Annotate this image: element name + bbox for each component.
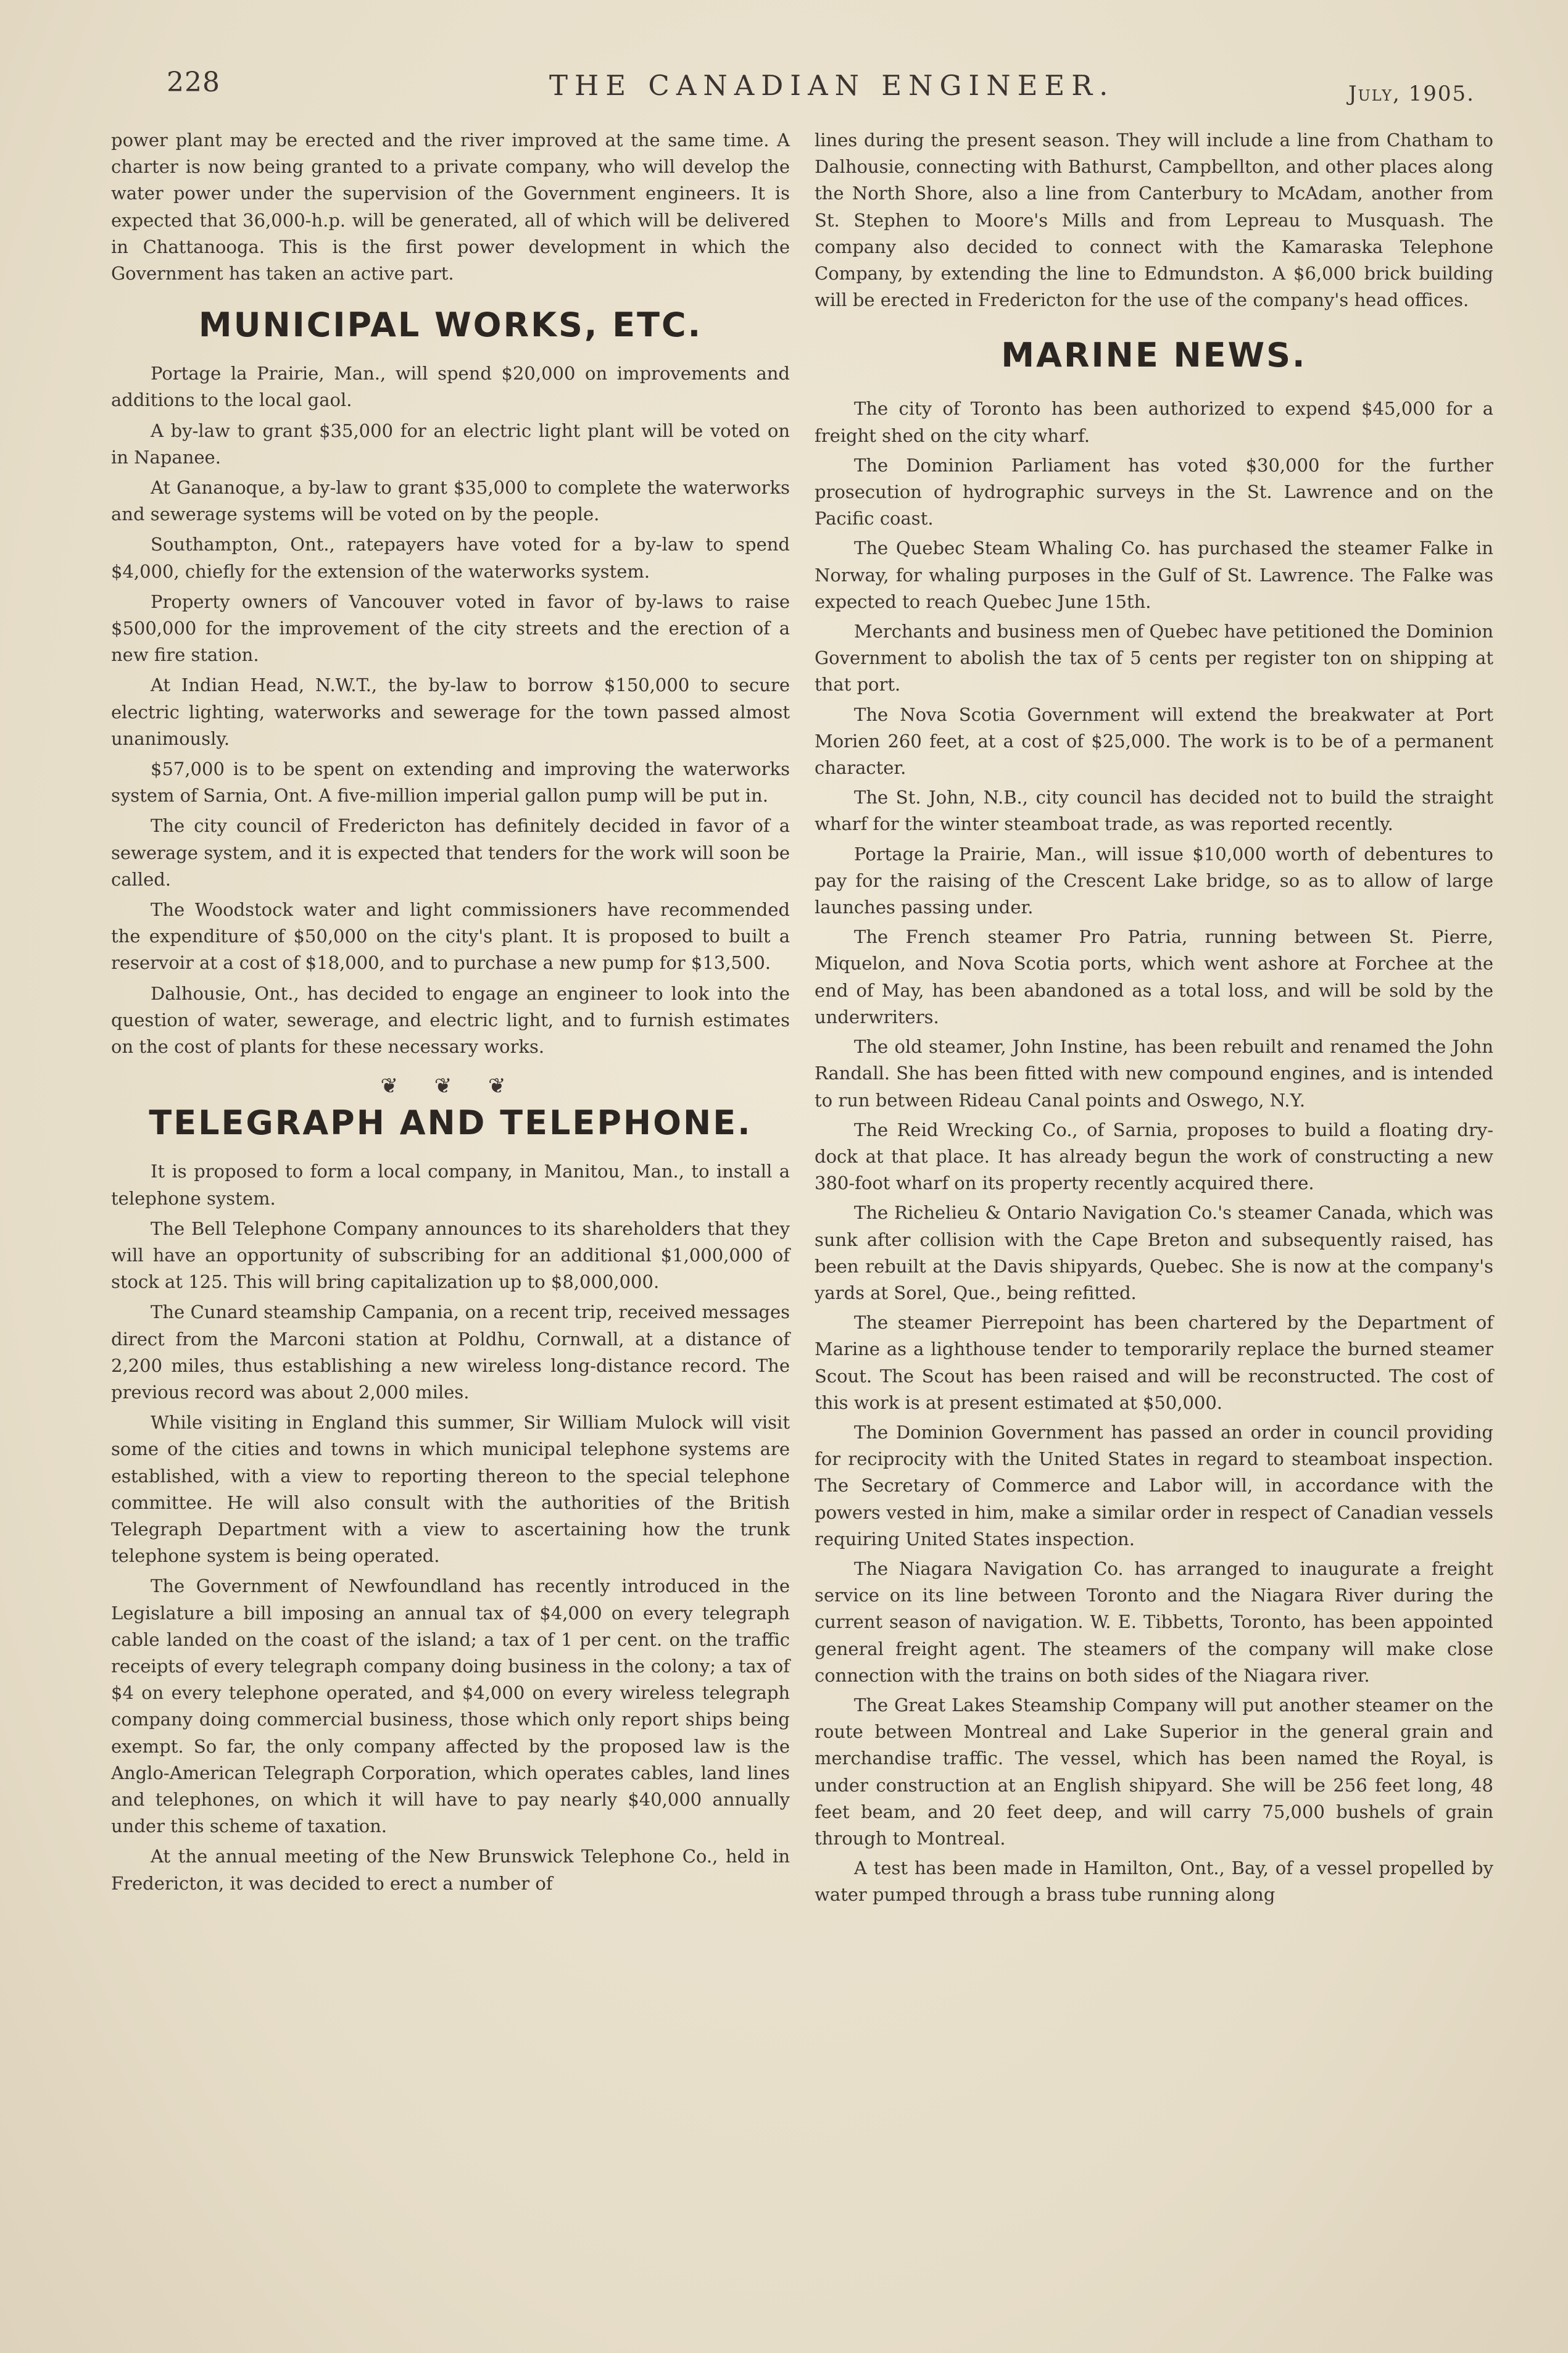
article-paragraph: While visiting in England this summer, Sir William Mulock will visit some of the cities and towns in which municipal telephone systems are established, with a view to reporting thereon to the special telephone committee. He will also consult with the authorities of the British Telegraph Department with a view to ascertaining how the trunk telephone system is being operated. [111, 1412, 790, 1567]
article-paragraph: The Nova Scotia Government will extend the breakwater at Port Morien 260 feet, at a cost of $25,000. The work is to be of a permanent character. [815, 703, 1493, 779]
article-paragraph: The French steamer Pro Patria, running between St. Pierre, Miquelon, and Nova Scotia ports, which went ashore at Forchee at the end of May, has been abandoned as a total loss, and will be sold by the underwriters. [815, 926, 1493, 1027]
municipal-works-heading: MUNICIPAL WORKS, ETC. [198, 305, 703, 345]
left-intro-paragraph: power plant may be erected and the river improved at the same time. A charter is now being granted to a private company, who will develop the water power under the supervision of the Government engineers. It is expected that 36,000-h.p. will be generated, all of which will be delivered in Chattanooga. This is the first power development in which the Government has taken an active part. [111, 130, 790, 284]
issue-date: July, 1905. [1348, 81, 1475, 106]
article-paragraph: It is proposed to form a local company, in Manitou, Man., to install a telephone system. [111, 1161, 790, 1209]
section-divider-ornament: ❦ ❦ ❦ [380, 1074, 521, 1099]
article-paragraph: At Gananoque, a by-law to grant $35,000 to complete the waterworks and sewerage systems will be voted on by the people. [111, 477, 790, 525]
article-paragraph: The Dominion Parliament has voted $30,000 for the further prosecution of hydrographic surveys in the St. Lawrence and on the Pacific coast. [815, 454, 1493, 529]
article-paragraph: Merchants and business men of Quebec have petitioned the Dominion Government to abolish the tax of 5 cents per register ton on shipping at that port. [815, 621, 1493, 695]
article-paragraph: Dalhousie, Ont., has decided to engage an engineer to look into the question of water, sewerage, and electric light, and to furnish estimates on the cost of plants for these necessary works. [111, 982, 790, 1058]
article-paragraph: Portage la Prairie, Man., will spend $20,000 on improvements and additions to the local gaol. [111, 363, 790, 411]
article-paragraph: A test has been made in Hamilton, Ont., Bay, of a vessel propelled by water pumped through a brass tube running along [815, 1857, 1493, 1906]
left-column [111, 127, 790, 1901]
right-intro-paragraph: lines during the present season. They will include a line from Chatham to Dalhousie, connecting with Bathurst, Campbellton, and other places along the North Shore, also a line from Canterbury to McAdam, another from St. Stephen to Moore's Mills and from Lepreau to Musquash. The company also decided to connect with the Kamaraska Telephone Company, by extending the line to Edmundston. A $6,000 brick building will be erected in Fredericton for the use of the company's head offices. [815, 130, 1493, 311]
article-paragraph: The Quebec Steam Whaling Co. has purchased the steamer Falke in Norway, for whaling purposes in the Gulf of St. Lawrence. The Falke was expected to reach Quebec June 15th. [815, 537, 1493, 612]
page-number: 228 [167, 67, 220, 98]
article-paragraph: The Bell Telephone Company announces to its shareholders that they will have an opportunity of subscribing for an additional $1,000,000 of stock at 125. This will bring capitalization up to $8,000,000. [111, 1218, 790, 1293]
page-header [167, 67, 1475, 110]
right-column [815, 127, 1493, 1912]
article-paragraph: At Indian Head, N.W.T., the by-law to borrow $150,000 to secure electric lighting, waterworks and sewerage for the town passed almost unanimously. [111, 674, 790, 749]
article-paragraph: The St. John, N.B., city council has decided not to build the straight wharf for the winter steamboat trade, as was reported recently. [815, 787, 1493, 835]
article-paragraph: Southampton, Ont., ratepayers have voted for a by-law to spend $4,000, chiefly for the extension of the waterworks system. [111, 534, 790, 582]
article-paragraph: The city council of Fredericton has definitely decided in favor of a sewerage system, and it is expected that tenders for the work will soon be called. [111, 815, 790, 890]
journal-title: THE CANADIAN ENGINEER. [549, 69, 1115, 102]
article-paragraph: The old steamer, John Instine, has been rebuilt and renamed the John Randall. She has been fitted with new compound engines, and is intended to run between Rideau Canal points and Oswego, N.Y. [815, 1036, 1493, 1111]
article-paragraph: The Reid Wrecking Co., of Sarnia, proposes to build a floating dry-dock at that place. It has already begun the work of constructing a new 380-foot wharf on its property recently acquired there. [815, 1119, 1493, 1194]
article-paragraph: The Dominion Government has passed an order in council providing for reciprocity with the United States in regard to steamboat inspection. The Secretary of Commerce and Labor will, in accordance with the powers vested in him, make a similar order in respect of Canadian vessels requiring United States inspection. [815, 1421, 1493, 1550]
article-paragraph: The Niagara Navigation Co. has arranged to inaugurate a freight service on its line between Toronto and the Niagara River during the current season of navigation. W. E. Tibbetts, Toronto, has been appointed general freight agent. The steamers of the company will make close connection with the trains on both sides of the Niagara river. [815, 1558, 1493, 1686]
article-paragraph: The Government of Newfoundland has recently introduced in the Legislature a bill imposing an annual tax of $4,000 on every telegraph cable landed on the coast of the island; a tax of 1 per cent. on the traffic receipts of every telegraph company doing business in the colony; a tax of $4 on every telephone operated, and $4,000 on every wireless telegraph company doing commercial business, those which only report ships being exempt. So far, the only company affected by the proposed law is the Anglo-American Telegraph Corporation, which operates cables, land lines and telephones, on which it will have to pay nearly $40,000 annually under this scheme of taxation. [111, 1575, 790, 1837]
article-paragraph: The Cunard steamship Campania, on a recent trip, received messages direct from the Marconi station at Poldhu, Cornwall, at a distance of 2,200 miles, thus establishing a new wireless long-distance record. The previous record was about 2,000 miles. [111, 1301, 790, 1403]
article-paragraph: The steamer Pierrepoint has been chartered by the Department of Marine as a lighthouse tender to temporarily replace the burned steamer Scout. The Scout has been raised and will be reconstructed. The cost of this work is at present estimated at $50,000. [815, 1312, 1493, 1413]
article-paragraph: The city of Toronto has been authorized to expend $45,000 for a freight shed on the city wharf. [815, 398, 1493, 446]
article-paragraph: A by-law to grant $35,000 for an electric light plant will be voted on in Napanee. [111, 420, 790, 468]
article-paragraph: The Great Lakes Steamship Company will put another steamer on the route between Montreal and Lake Superior in the general grain and merchandise traffic. The vessel, which has been named the Royal, is under construction at an English shipyard. She will be 256 feet long, 48 feet beam, and 20 feet deep, and will carry 75,000 bushels of grain through to Montreal. [815, 1694, 1493, 1849]
article-paragraph: Property owners of Vancouver voted in favor of by-laws to raise $500,000 for the improvement of the city streets and the erection of a new fire station. [111, 591, 790, 666]
article-paragraph: The Woodstock water and light commissioners have recommended the expenditure of $50,000 on the city's plant. It is proposed to built a reservoir at a cost of $18,000, and to purchase a new pump for $13,500. [111, 899, 790, 974]
article-paragraph: The Richelieu & Ontario Navigation Co.'s steamer Canada, which was sunk after collision with the Cape Breton and subsequently raised, has been rebuilt at the Davis shipyards, Quebec. She is now at the company's yards at Sorel, Que., being refitted. [815, 1202, 1493, 1303]
marine-news-heading: MARINE NEWS. [1001, 336, 1307, 375]
article-paragraph: $57,000 is to be spent on extending and improving the waterworks system of Sarnia, Ont. A five-million imperial gallon pump will be put in. [111, 758, 790, 807]
article-paragraph: Portage la Prairie, Man., will issue $10,000 worth of debentures to pay for the raising of the Crescent Lake bridge, so as to allow of large launches passing under. [815, 843, 1493, 918]
telegraph-telephone-heading: TELEGRAPH AND TELEPHONE. [149, 1103, 752, 1143]
article-paragraph: At the annual meeting of the New Brunswick Telephone Co., held in Fredericton, it was decided to erect a number of [111, 1846, 790, 1894]
